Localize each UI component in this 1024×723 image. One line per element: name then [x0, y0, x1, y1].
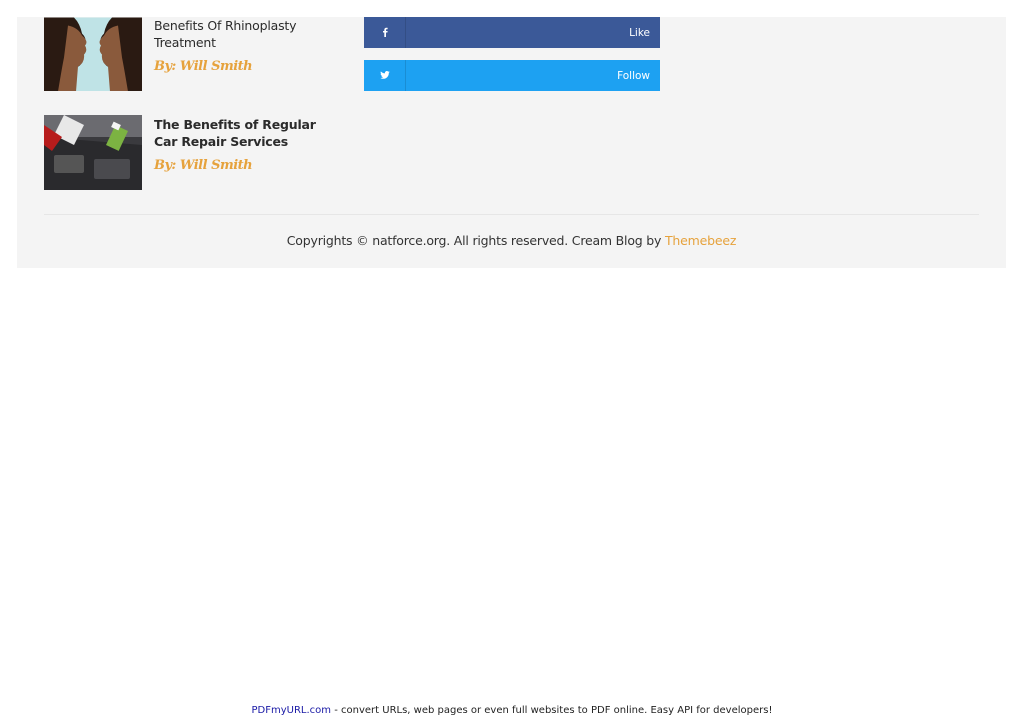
copyright-statement: Copyrights © natforce.org. All rights reserved. Cream Blog by — [286, 233, 665, 248]
post-author[interactable]: By: Will Smith — [154, 59, 253, 74]
post-text — [154, 17, 339, 74]
car-engine-repair-image — [44, 115, 142, 190]
themebeez-link[interactable]: Themebeez — [665, 233, 737, 248]
post-text — [154, 115, 339, 173]
post-thumbnail[interactable] — [44, 17, 142, 91]
facebook-like-button[interactable] — [364, 17, 660, 48]
post-author[interactable]: By: Will Smith — [154, 158, 253, 173]
twitter-icon — [364, 60, 406, 91]
recent-post-item[interactable] — [44, 17, 344, 91]
post-title-link[interactable]: The Benefits of Regular Car Repair Services — [154, 117, 316, 149]
copyright-text — [17, 233, 1006, 248]
recent-post-item[interactable] — [44, 115, 344, 190]
pdf-converter-banner — [0, 705, 1024, 716]
twitter-follow-label: Follow — [617, 70, 650, 82]
pdf-banner-text: - convert URLs, web pages or even full websites to PDF online. Easy API for developers! — [331, 705, 773, 716]
two-women-profile-image — [44, 17, 142, 91]
footer-widget-area — [17, 17, 1006, 268]
facebook-like-label: Like — [629, 27, 650, 39]
post-title-link[interactable]: Benefits Of Rhinoplasty Treatment — [154, 18, 297, 50]
footer-divider — [44, 214, 979, 215]
post-thumbnail[interactable] — [44, 115, 142, 190]
twitter-follow-button[interactable] — [364, 60, 660, 91]
pdfmyurl-link[interactable]: PDFmyURL.com — [251, 705, 332, 716]
facebook-icon — [364, 17, 406, 48]
